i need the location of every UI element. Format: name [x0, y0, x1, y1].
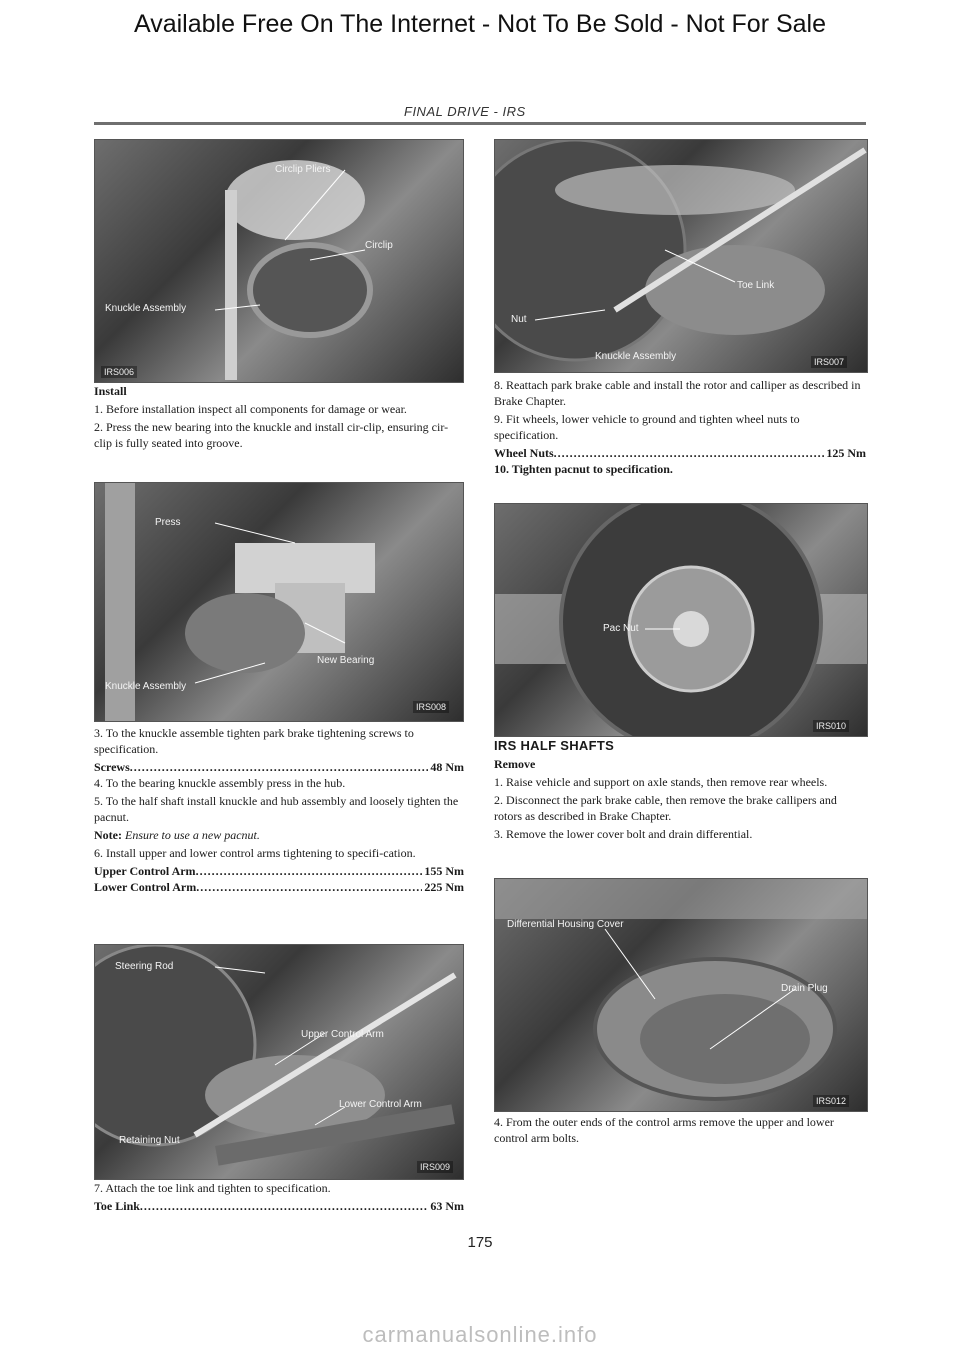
- remove-step-1: 1. Raise vehicle and support on axle stands, then remove rear wheels.: [494, 775, 828, 789]
- banner-text: Available Free On The Internet - Not To Be Sold - Not For Sale: [133, 10, 827, 38]
- figure-pac-nut: [494, 503, 868, 737]
- remove-heading: Remove: [494, 757, 536, 771]
- step-1: 1. Before installation inspect all components for damage or wear.: [94, 402, 407, 416]
- figure-circlip-art: [95, 140, 463, 382]
- fig6-id: IRS012: [813, 1095, 849, 1107]
- fig2-label-2: Knuckle Assembly: [595, 351, 677, 362]
- step-6: 6. Install upper and lower control arms tightening to specifi-cation.: [94, 846, 416, 860]
- fig6-label-1: Drain Plug: [781, 983, 828, 994]
- step-2: 2. Press the new bearing into the knuckle and install cir-clip, ensuring cir-clip is fully seated into groove.: [94, 420, 449, 450]
- figure-toe-link-art: [495, 140, 867, 372]
- footer-watermark: carmanualsonline.info: [362, 1322, 598, 1347]
- fig5-label-2: Lower Control Arm: [339, 1099, 422, 1110]
- fig2-label-1: Nut: [511, 314, 527, 325]
- spec-wheel-nuts: Wheel Nuts ..... 125 Nm: [494, 445, 866, 461]
- figure-toe-link: [494, 139, 868, 373]
- figure-differential: [494, 878, 868, 1112]
- fig5-label-0: Steering Rod: [115, 961, 174, 972]
- fig2-label-0: Toe Link: [737, 280, 775, 291]
- remove-step-3: 3. Remove the lower cover bolt and drain differential.: [494, 827, 753, 841]
- right-column-top: [494, 377, 866, 479]
- figure-differential-art: [495, 879, 867, 1111]
- left-column-bottom: [94, 1180, 464, 1214]
- running-head: FINAL DRIVE - IRS: [404, 104, 526, 119]
- fig2-id: IRS007: [811, 356, 847, 368]
- spec-toe-link: Toe Link ..... 63 Nm: [94, 1198, 464, 1214]
- figure-pac-nut-art: [495, 504, 867, 736]
- page-number: 175: [467, 1234, 493, 1251]
- fig1-label-1: Circlip: [365, 240, 393, 251]
- fig1-label-0: Circlip Pliers: [275, 164, 331, 175]
- header-rule: [94, 122, 866, 125]
- fig3-label-2: Knuckle Assembly: [105, 681, 187, 692]
- fig1-label-2: Knuckle Assembly: [105, 303, 187, 314]
- fig3-label-0: Press: [155, 517, 181, 528]
- remove-step-4: 4. From the outer ends of the control arms remove the upper and lower control arm bolts.: [494, 1115, 834, 1145]
- install-heading: Install: [94, 384, 127, 398]
- fig6-label-0: Differential Housing Cover: [507, 919, 624, 930]
- right-column-bottom: [494, 1114, 866, 1148]
- step-5: 5. To the half shaft install knuckle and hub assembly and loosely tighten the pacnut.: [94, 794, 459, 824]
- fig3-id: IRS008: [413, 701, 449, 713]
- figure-press-bearing: [94, 482, 464, 722]
- fig5-id: IRS009: [417, 1161, 453, 1173]
- fig5-label-3: Retaining Nut: [119, 1135, 180, 1146]
- step-10: 10. Tighten pacnut to specification.: [494, 462, 673, 476]
- spec-lower-arm: Lower Control Arm ..... 225 Nm: [94, 879, 464, 895]
- step-7: 7. Attach the toe link and tighten to specification.: [94, 1181, 331, 1195]
- fig1-id: IRS006: [101, 366, 137, 378]
- left-column-middle: [94, 725, 464, 895]
- step-3: 3. To the knuckle assemble tighten park brake tightening screws to specification.: [94, 726, 414, 756]
- step-9: 9. Fit wheels, lower vehicle to ground and tighten wheel nuts to specification.: [494, 412, 800, 442]
- spec-upper-arm: Upper Control Arm ..... 155 Nm: [94, 863, 464, 879]
- remove-step-2: 2. Disconnect the park brake cable, then remove the brake callipers and rotors as described in Brake Chapter.: [494, 793, 837, 823]
- step-4: 4. To the bearing knuckle assembly press in the hub.: [94, 776, 346, 790]
- note: Note: Ensure to use a new pacnut.: [94, 828, 260, 842]
- fig4-id: IRS010: [813, 720, 849, 732]
- figure-control-arms: [94, 944, 464, 1180]
- fig5-label-1: Upper Control Arm: [301, 1029, 384, 1040]
- left-column-top: [94, 383, 464, 453]
- fig4-label-0: Pac Nut: [603, 623, 639, 634]
- right-column-middle: [494, 738, 866, 844]
- step-8: 8. Reattach park brake cable and install the rotor and calliper as described in Brake Chapter.: [494, 378, 861, 408]
- section-heading: IRS HALF SHAFTS: [494, 738, 615, 753]
- spec-screws: Screws ..... 48 Nm: [94, 759, 464, 775]
- fig3-label-1: New Bearing: [317, 655, 375, 666]
- figure-circlip: [94, 139, 464, 383]
